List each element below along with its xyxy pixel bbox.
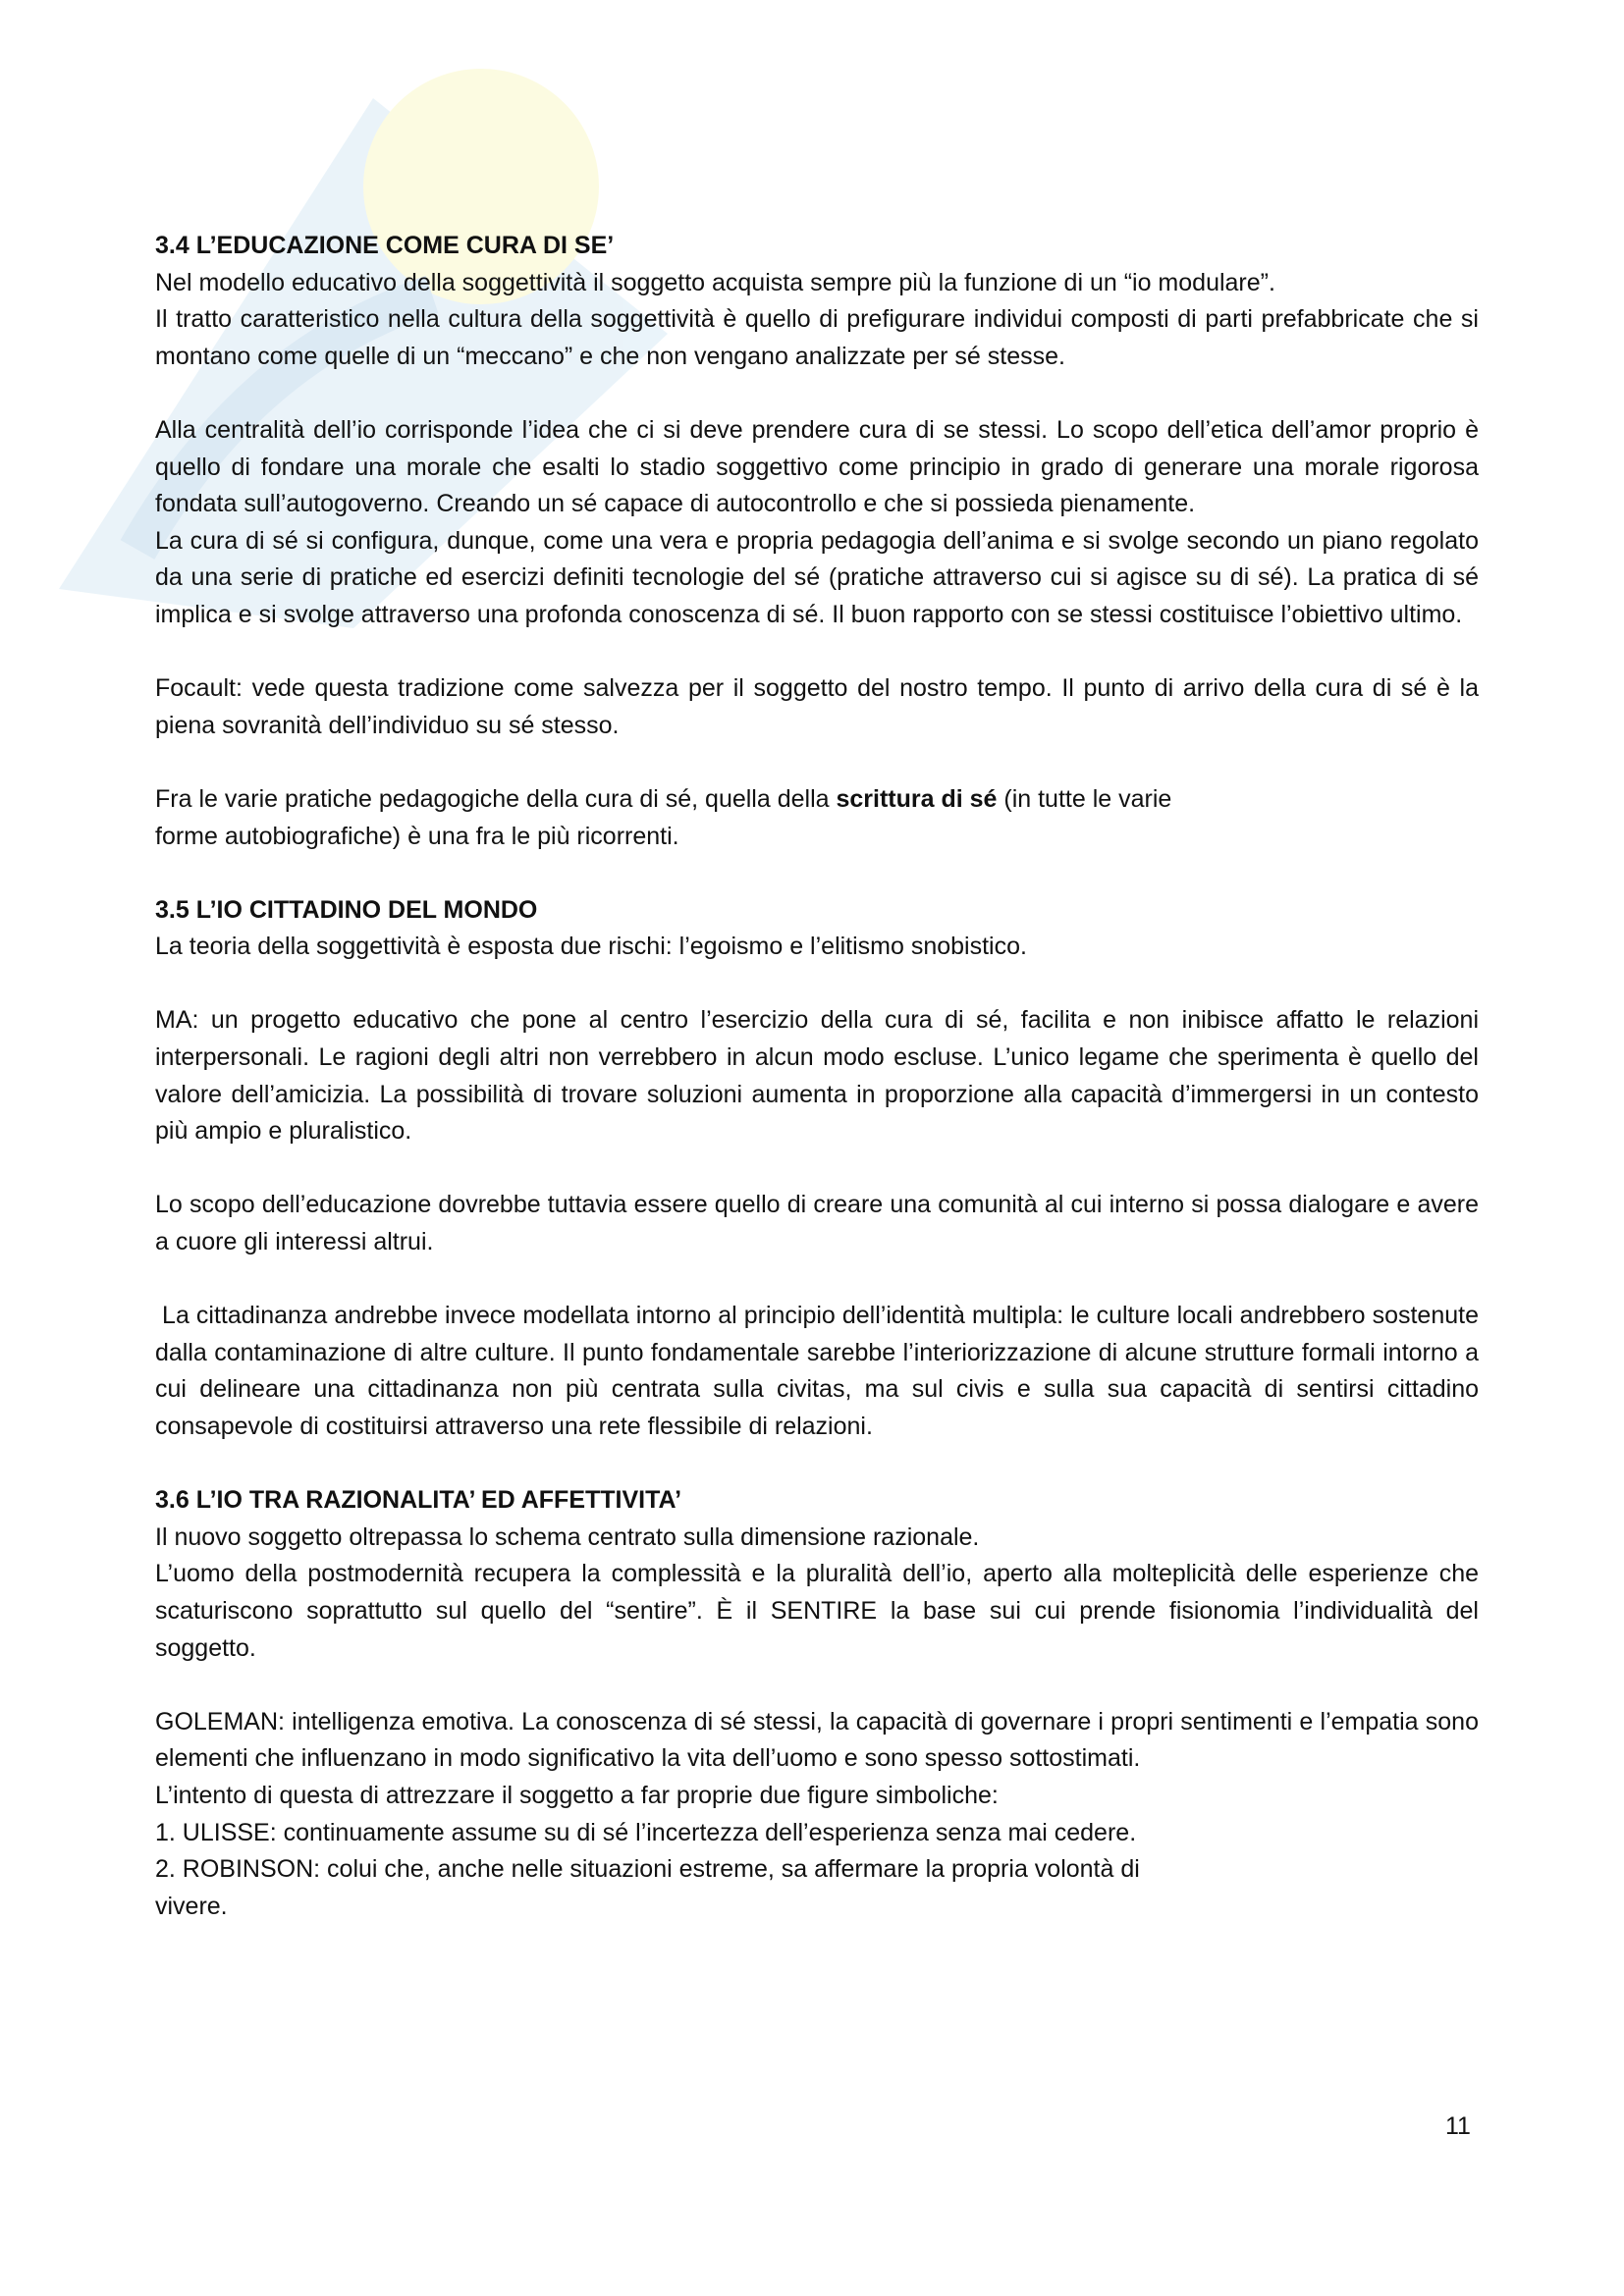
section-3-6-p3: GOLEMAN: intelligenza emotiva. La conoscenza di sé stessi, la capacità di governare i propri sentimenti e l’empatia sono elementi che influenzano in modo significativo la vita dell’uomo e sono spesso sottostimati. <box>155 1707 1479 1773</box>
section-3-5-p3: Lo scopo dell’educazione dovrebbe tuttavia essere quello di creare una comunità al cui interno si possa dialogare e avere a cuore gli interessi altrui. <box>155 1191 1479 1256</box>
robinson-text-b: vivere. <box>155 1892 228 1920</box>
section-3-4-heading: 3.4 L’EDUCAZIONE COME CURA DI SE’ <box>155 232 615 259</box>
section-3-5-p1: La teoria della soggettività è esposta due rischi: l’egoismo e l’elitismo snobistico. <box>155 933 1027 961</box>
p6-text-b: (in tutte le varie <box>997 784 1172 813</box>
robinson-text-a: 2. ROBINSON: colui che, anche nelle situazioni estreme, sa affermare la propria volontà di <box>155 1855 1140 1884</box>
p6-text-a: Fra le varie pratiche pedagogiche della cura di sé, quella della <box>155 784 837 813</box>
document-body <box>155 228 1486 1925</box>
section-3-6-p2: L’uomo della postmodernità recupera la complessità e la pluralità dell’io, aperto alla molteplicità delle esperienze che scaturiscono soprattutto sul quello del “sentire”. È il SENTIRE la base sui cui prende fisionomia l’individualità del soggetto. <box>155 1560 1479 1662</box>
section-3-6-p4: L’intento di questa di attrezzare il soggetto a far proprie due figure simboliche: <box>155 1781 999 1809</box>
section-3-4-p3: Alla centralità dell’io corrisponde l’idea che ci si deve prendere cura di se stessi. Lo scopo dell’etica dell’amor proprio è quello di fondare una morale che esalti lo stadio soggettivo come principio in grado di generare una morale rigorosa fondata sull’autogoverno. Creando un sé capace di autocontrollo e che si possieda pienamente. <box>155 415 1479 518</box>
section-3-4-p1: Nel modello educativo della soggettività il soggetto acquista sempre più la funzione di un “io modulare”. <box>155 268 1275 296</box>
p6-bold-term: scrittura di sé <box>836 784 998 813</box>
section-3-5-p2: MA: un progetto educativo che pone al centro l’esercizio della cura di sé, facilita e non inibisce affatto le relazioni interpersonali. Le ragioni degli altri non verrebbero in alcun modo escluse. L’unico legame che sperimenta è quello del valore dell’amicizia. La possibilità di trovare soluzioni aumenta in proporzione alla capacità d’immergersi in un contesto più ampio e pluralistico. <box>155 1006 1479 1146</box>
list-item-ulisse: 1. ULISSE: continuamente assume su di sé l’incertezza dell’esperienza senza mai cedere. <box>155 1818 1137 1846</box>
section-3-5-heading: 3.5 L’IO CITTADINO DEL MONDO <box>155 895 538 924</box>
section-3-5-p4: La cittadinanza andrebbe invece modellata intorno al principio dell’identità multipla: le culture locali andrebbero sostenute dalla contaminazione di altre culture. Il punto fondamentale sarebbe l’interiorizzazione di alcune strutture formali intorno a cui delineare una cittadinanza non più centrata sulla civitas, ma sul civis e sulla sua capacità di sentirsi cittadino consapevole di costituirsi attraverso una rete flessibile di relazioni. <box>155 1302 1486 1440</box>
section-3-4-p6 <box>155 781 1479 855</box>
section-3-6-p1: Il nuovo soggetto oltrepassa lo schema centrato sulla dimensione razionale. <box>155 1522 980 1551</box>
section-3-4-p2: Il tratto caratteristico nella cultura della soggettività è quello di prefigurare individui composti di parti prefabbricate che si montano come quelle di un “meccano” e che non vengano analizzate per sé stesse. <box>155 305 1479 370</box>
section-3-6-heading: 3.6 L’IO TRA RAZIONALITA’ ED AFFETTIVITA’ <box>155 1486 682 1515</box>
list-item-robinson <box>155 1851 1479 1925</box>
section-3-4-p5: Focault: vede questa tradizione come salvezza per il soggetto del nostro tempo. Il punto di arrivo della cura di sé è la piena sovranità dell’individuo su sé stesso. <box>155 674 1479 739</box>
section-3-4-p4: La cura di sé si configura, dunque, come una vera e propria pedagogia dell’anima e si svolge secondo un piano regolato da una serie di pratiche ed esercizi definiti tecnologie del sé (pratiche attraverso cui si agisce su di sé). La pratica di sé implica e si svolge attraverso una profonda conoscenza di sé. Il buon rapporto con se stessi costituisce l’obiettivo ultimo. <box>155 526 1479 628</box>
page-number: 11 <box>1445 2112 1471 2140</box>
p6-text-c: forme autobiografiche) è una fra le più ricorrenti. <box>155 822 679 850</box>
